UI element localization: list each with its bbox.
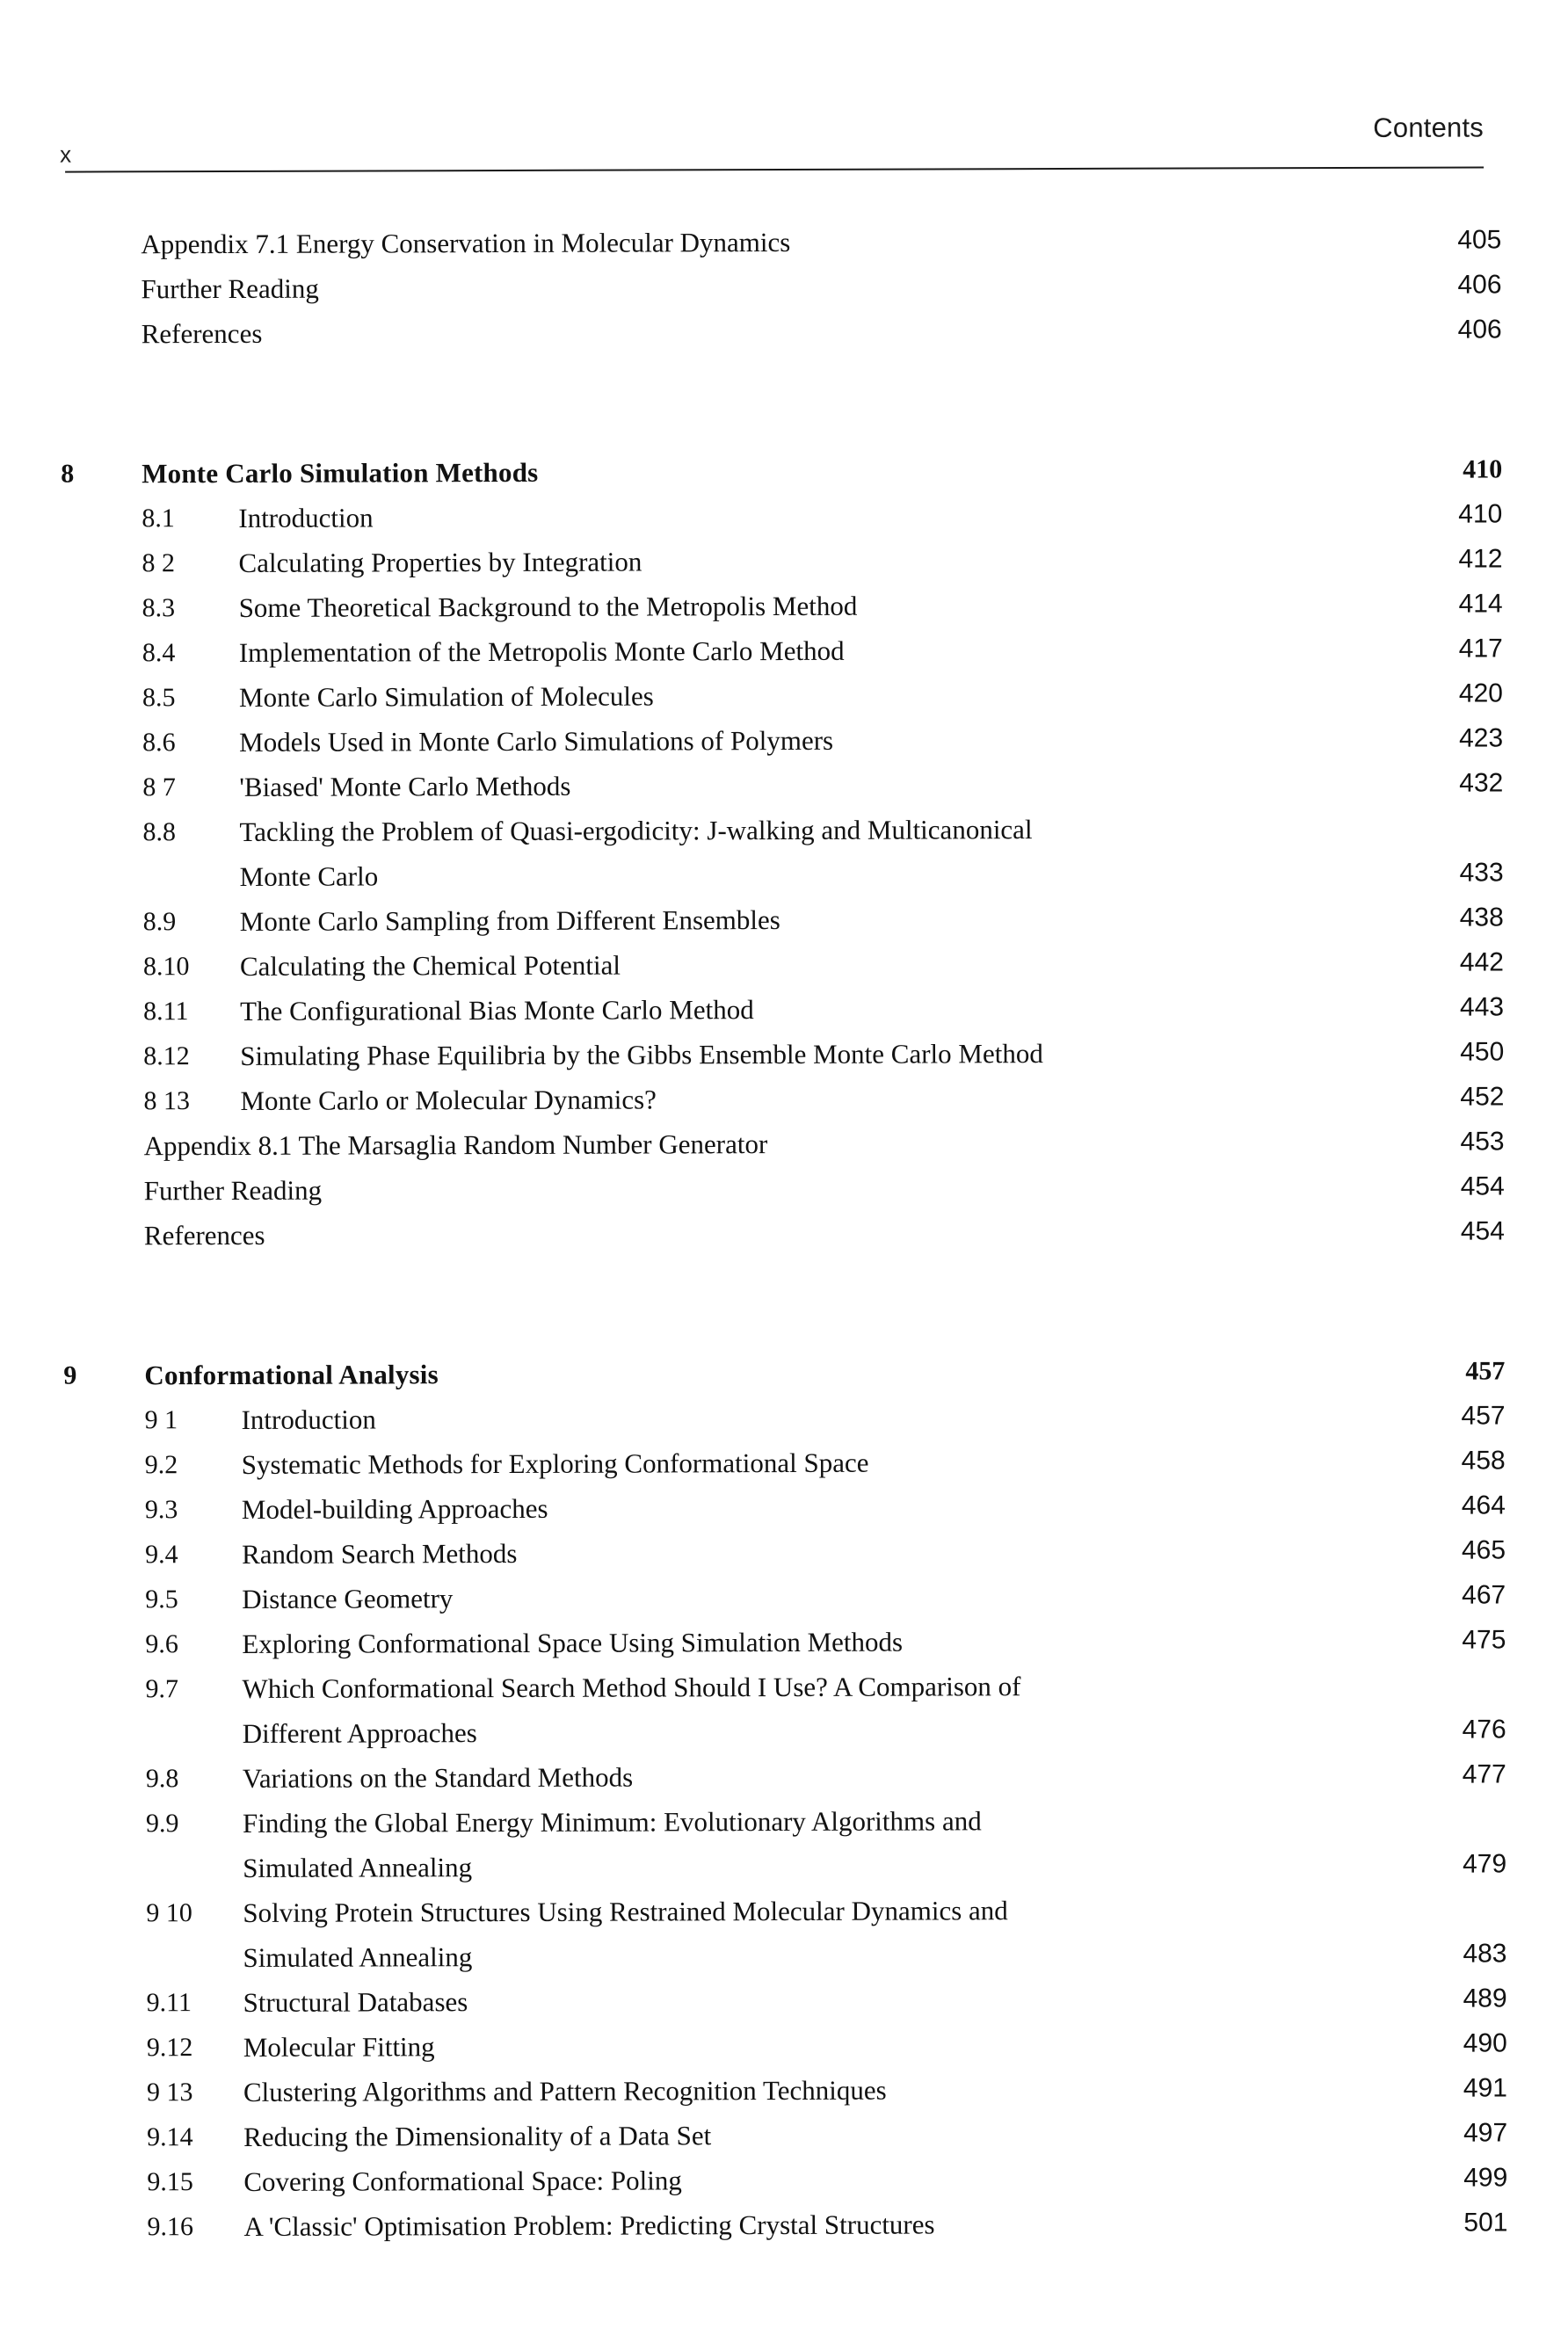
toc-entry[interactable] <box>62 1074 1504 1123</box>
toc-entry-label-line1: Which Conformational Search Method Should I Use? A Comparison of <box>242 1671 1021 1704</box>
toc-entry[interactable] <box>62 626 1503 675</box>
toc-entry-label-line1: Solving Protein Structures Using Restrained Molecular Dynamics and <box>243 1895 1008 1928</box>
toc-entry-number: 9.8 <box>145 1764 179 1794</box>
toc-entry-label-line2: Different Approaches <box>242 1717 477 1749</box>
header-rule <box>65 166 1484 172</box>
toc-entry-page: 406 <box>1457 270 1502 300</box>
toc-entry-page: 489 <box>1463 1984 1507 2013</box>
toc-entry-number: 9.4 <box>144 1540 178 1570</box>
toc-entry-label: Systematic Methods for Exploring Conformational Space <box>241 1447 869 1480</box>
toc-entry-page: 491 <box>1463 2073 1508 2103</box>
toc-chapter-number: 9 <box>63 1360 77 1390</box>
toc-entry[interactable] <box>64 1662 1506 1756</box>
toc-entry-number: 9 13 <box>146 2078 193 2107</box>
toc-entry[interactable] <box>62 984 1504 1034</box>
toc-entry-label: Reducing the Dimensionality of a Data Set <box>243 2120 712 2152</box>
toc-entry-label: 'Biased' Monte Carlo Methods <box>239 770 571 802</box>
toc-entry-label: Models Used in Monte Carlo Simulations of Polymers <box>239 724 834 758</box>
toc-entry-number: 8 7 <box>142 773 176 802</box>
toc-entry-label <box>243 1798 982 1890</box>
toc-entry-label: Calculating the Chemical Potential <box>239 949 621 982</box>
toc-entry-page: 453 <box>1460 1127 1505 1157</box>
toc-entry-number: 8.9 <box>142 907 177 937</box>
toc-entry-page: 490 <box>1463 2028 1507 2058</box>
toc-entry-label-line1: Tackling the Problem of Quasi-ergodicity: J-walking and Multicanonical <box>239 814 1033 847</box>
toc-entry[interactable] <box>62 760 1503 809</box>
toc-entry-page: 410 <box>1458 499 1503 529</box>
toc-entry[interactable] <box>62 581 1503 630</box>
toc-entry-number: 9.14 <box>147 2122 193 2152</box>
toc-entry[interactable] <box>63 1208 1505 1258</box>
toc-entry-number: 8 13 <box>143 1086 190 1116</box>
toc-entry[interactable] <box>64 1572 1506 1621</box>
section-gap <box>61 352 1502 451</box>
toc-entry-label: The Configurational Bias Monte Carlo Method <box>240 994 754 1026</box>
toc-entry[interactable] <box>64 1527 1506 1577</box>
toc-entry-page: 454 <box>1460 1216 1505 1246</box>
toc-entry-page: 417 <box>1458 634 1503 664</box>
toc-entry[interactable] <box>60 217 1501 266</box>
toc-entry[interactable] <box>62 715 1503 765</box>
toc-entry[interactable] <box>63 1393 1505 1442</box>
toc-entry-number: 8.4 <box>142 638 176 668</box>
toc-entry-page: 406 <box>1457 315 1502 345</box>
toc-entry[interactable] <box>62 895 1504 944</box>
toc-entry-number: 8.11 <box>143 997 189 1026</box>
toc-entry[interactable] <box>60 262 1501 311</box>
toc-entry-label <box>242 1664 1020 1756</box>
toc-entry-number: 8.10 <box>142 952 190 982</box>
toc-entry[interactable] <box>63 1119 1505 1168</box>
toc-entry-number: 9 1 <box>144 1405 178 1435</box>
toc-entry-label: Further Reading <box>141 272 319 305</box>
toc-entry-label: Implementation of the Metropolis Monte Carlo Method <box>238 635 845 668</box>
toc-entry[interactable] <box>66 2110 1507 2159</box>
toc-entry[interactable] <box>62 939 1504 989</box>
toc-entry-label: Calculating Properties by Integration <box>238 546 642 578</box>
toc-entry-label-line2: Monte Carlo <box>239 860 379 892</box>
toc-entry-number: 8.5 <box>142 683 176 713</box>
toc-chapter-page: 457 <box>1465 1356 1506 1386</box>
toc-entry[interactable] <box>62 805 1503 899</box>
toc-entry-page: 457 <box>1461 1401 1506 1431</box>
toc-entry-number: 9.3 <box>144 1495 178 1525</box>
toc-entry[interactable] <box>63 1164 1505 1213</box>
toc-entry-label: Monte Carlo Simulation of Molecules <box>238 680 654 713</box>
toc-entry-number: 9.6 <box>145 1629 178 1659</box>
toc-entry-number: 9.15 <box>147 2167 193 2197</box>
toc-entry-number: 8.12 <box>143 1041 190 1071</box>
toc-chapter-heading[interactable] <box>63 1348 1505 1397</box>
toc-entry-label: Some Theoretical Background to the Metropolis Method <box>238 590 858 623</box>
toc-entry-label: A 'Classic' Optimisation Problem: Predicting Crystal Structures <box>243 2209 935 2242</box>
toc-entry-label: Random Search Methods <box>241 1537 518 1570</box>
toc-entry-label: Molecular Fitting <box>243 2031 435 2063</box>
toc-entry-label: Monte Carlo or Molecular Dynamics? <box>240 1084 657 1116</box>
toc-chapter-label: Conformational Analysis <box>144 1359 439 1391</box>
toc-entry-page: 501 <box>1463 2208 1508 2238</box>
toc-entry[interactable] <box>66 2200 1507 2249</box>
toc-entry-page: 433 <box>1459 858 1504 888</box>
toc-entry-label: References <box>141 317 263 350</box>
toc-entry-page: 442 <box>1459 947 1504 977</box>
toc-entry-page: 443 <box>1459 992 1505 1022</box>
toc-entry-label: References <box>143 1219 265 1251</box>
toc-entry-page: 499 <box>1463 2163 1508 2193</box>
toc-entry[interactable] <box>61 307 1502 356</box>
toc-entry-label: Monte Carlo Sampling from Different Ensembles <box>239 904 780 937</box>
toc-entry[interactable] <box>62 1029 1504 1078</box>
toc-chapter-number: 8 <box>61 459 75 489</box>
toc-entry-label <box>239 807 1032 899</box>
toc-entry-label-line2: Simulated Annealing <box>243 1941 473 1973</box>
toc-entry-label: Appendix 7.1 Energy Conservation in Molecular Dynamics <box>141 226 791 260</box>
toc-entry[interactable] <box>61 491 1502 540</box>
toc-entry-number: 9.9 <box>145 1809 179 1839</box>
toc-group-chapter7-tail <box>60 217 1501 356</box>
toc-entry-page: 497 <box>1463 2118 1508 2148</box>
toc-entry-number: 8 2 <box>142 548 176 578</box>
toc-entry-label: Distance Geometry <box>242 1583 454 1614</box>
toc-entry-page: 414 <box>1458 589 1503 619</box>
toc-entry-page: 454 <box>1460 1172 1505 1201</box>
running-head-title: Contents <box>1373 112 1485 143</box>
toc-entry-label: Introduction <box>241 1404 376 1435</box>
page-folio: x <box>59 141 72 168</box>
toc-entry-number: 9.7 <box>145 1674 179 1704</box>
toc-entry-number: 9.5 <box>145 1585 178 1614</box>
toc-entry[interactable] <box>66 1976 1507 2025</box>
toc-chapter-label: Monte Carlo Simulation Methods <box>142 456 539 490</box>
toc-entry-page: 423 <box>1459 723 1504 753</box>
toc-entry-page: 465 <box>1461 1535 1506 1565</box>
toc-entry-label: Simulating Phase Equilibria by the Gibbs Ensemble Monte Carlo Method <box>240 1038 1043 1071</box>
toc-entry-page: 405 <box>1457 225 1502 255</box>
toc-entry-number: 8.8 <box>142 817 177 847</box>
toc-entry-label: Appendix 8.1 The Marsaglia Random Number Generator <box>143 1128 768 1162</box>
toc-entry-page: 475 <box>1462 1625 1506 1655</box>
toc-entry-page: 438 <box>1459 903 1504 932</box>
toc-entry-page: 477 <box>1462 1759 1506 1789</box>
toc-entry[interactable] <box>61 536 1502 585</box>
toc-entry-page: 412 <box>1458 544 1503 574</box>
toc-entry[interactable] <box>64 1438 1506 1487</box>
toc-entry-page: 476 <box>1462 1715 1506 1745</box>
toc-chapter-page: 410 <box>1463 454 1503 484</box>
table-of-contents <box>60 217 1507 2249</box>
toc-entry-number: 9.16 <box>147 2212 193 2242</box>
running-head <box>60 112 1484 178</box>
toc-entry-label: Model-building Approaches <box>241 1492 548 1525</box>
toc-entry[interactable] <box>65 1886 1506 1980</box>
section-gap <box>63 1253 1505 1353</box>
toc-entry-page: 420 <box>1458 678 1504 708</box>
toc-entry-number: 9.11 <box>146 1988 192 2018</box>
toc-entry-page: 432 <box>1459 768 1504 798</box>
toc-entry[interactable] <box>65 1752 1506 1801</box>
toc-entry-label: Structural Databases <box>243 1986 468 2018</box>
toc-entry[interactable] <box>66 2020 1507 2070</box>
toc-entry-number: 9.2 <box>144 1450 178 1480</box>
toc-entry-number: 8.1 <box>142 504 175 533</box>
toc-chapter-heading[interactable] <box>61 446 1502 496</box>
toc-entry-label: Further Reading <box>143 1174 323 1207</box>
toc-entry-label-line1: Finding the Global Energy Minimum: Evolutionary Algorithms and <box>242 1805 982 1839</box>
toc-entry-page: 464 <box>1461 1491 1506 1520</box>
toc-entry-page: 483 <box>1463 1939 1507 1969</box>
toc-entry-page: 458 <box>1461 1446 1506 1476</box>
toc-entry-page: 467 <box>1462 1580 1506 1610</box>
toc-entry-page: 452 <box>1460 1082 1505 1112</box>
toc-entry-label: Introduction <box>238 502 374 533</box>
toc-entry[interactable] <box>62 671 1503 720</box>
toc-entry-label: Exploring Conformational Space Using Simulation Methods <box>242 1626 904 1659</box>
toc-entry[interactable] <box>66 2155 1507 2204</box>
toc-entry-number: 8.3 <box>142 593 176 623</box>
toc-entry-number: 8.6 <box>142 728 176 758</box>
toc-entry-page: 450 <box>1460 1037 1505 1067</box>
toc-entry-number: 9.12 <box>146 2033 193 2063</box>
toc-entry-label: Clustering Algorithms and Pattern Recognition Techniques <box>243 2074 887 2107</box>
toc-entry-label: Covering Conformational Space: Poling <box>243 2165 682 2197</box>
toc-entry[interactable] <box>64 1617 1506 1666</box>
toc-entry-page: 479 <box>1463 1849 1507 1879</box>
toc-group-chapter8 <box>61 446 1505 1258</box>
toc-group-chapter9 <box>63 1348 1507 2249</box>
toc-entry-label <box>243 1888 1008 1980</box>
toc-entry-label-line2: Simulated Annealing <box>243 1852 473 1883</box>
toc-entry[interactable] <box>64 1483 1506 1532</box>
toc-entry[interactable] <box>65 1796 1506 1890</box>
toc-entry-label: Variations on the Standard Methods <box>242 1761 634 1794</box>
toc-entry-number: 9 10 <box>146 1898 192 1928</box>
toc-entry[interactable] <box>66 2065 1507 2115</box>
